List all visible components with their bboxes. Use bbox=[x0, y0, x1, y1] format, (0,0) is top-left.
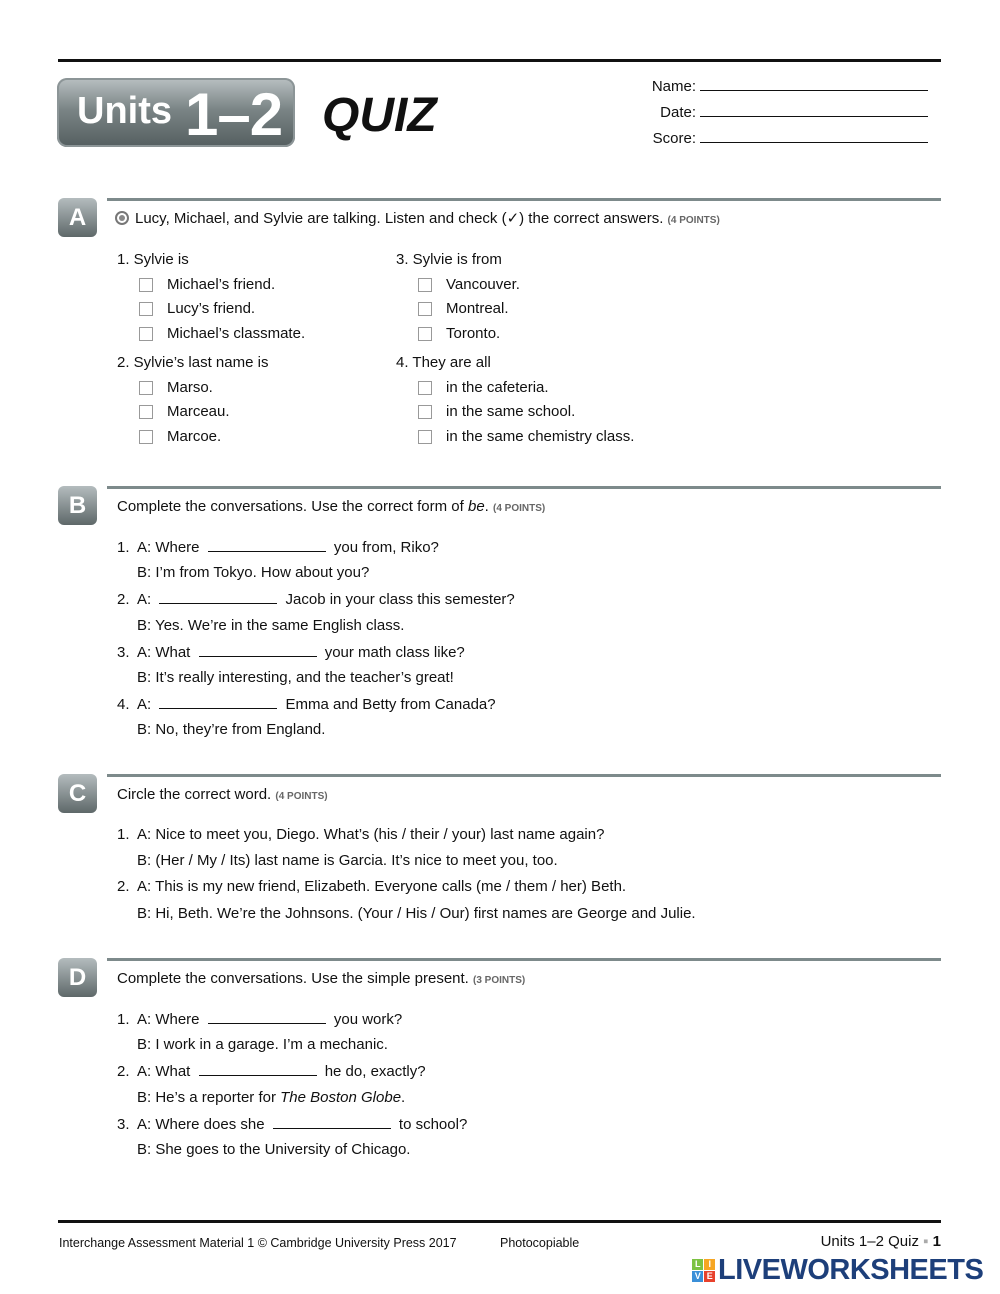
line-text: B: Hi, Beth. We’re the Johnsons. (Your / His / Our) first names are George and Julie. bbox=[137, 904, 696, 922]
question-stem: 1. Sylvie is bbox=[117, 251, 189, 268]
section-instruction bbox=[117, 970, 525, 990]
footer-rule bbox=[58, 1220, 941, 1223]
dialogue-line bbox=[117, 643, 465, 662]
answer-blank[interactable] bbox=[273, 1115, 391, 1129]
line-number: 3. bbox=[117, 643, 130, 661]
line-text: B: Yes. We’re in the same English class. bbox=[137, 616, 405, 634]
dialogue-line bbox=[117, 564, 369, 582]
line-text: B: I’m from Tokyo. How about you? bbox=[137, 564, 370, 582]
date-line[interactable] bbox=[700, 102, 928, 117]
copyright: Interchange Assessment Material 1 © Cambridge University Press 2017 bbox=[59, 1236, 457, 1250]
checkbox[interactable] bbox=[139, 381, 153, 395]
answer-option: Michael’s friend. bbox=[167, 275, 276, 293]
instruction-end: . bbox=[484, 498, 489, 515]
checkbox[interactable] bbox=[139, 302, 153, 316]
instruction-text: Lucy, Michael, and Sylvie are talking. Listen and check (✓) the correct answers. bbox=[135, 210, 664, 227]
checkbox[interactable] bbox=[418, 405, 432, 419]
answer-blank[interactable] bbox=[159, 695, 277, 709]
section-rule bbox=[107, 198, 941, 201]
answer-blank[interactable] bbox=[199, 643, 317, 657]
line-text: Emma and Betty from Canada? bbox=[281, 696, 496, 714]
answer-blank[interactable] bbox=[208, 538, 326, 552]
line-number: 1. bbox=[117, 826, 130, 843]
italic-text: The Boston Globe bbox=[280, 1088, 402, 1106]
answer-option: Marceau. bbox=[167, 403, 230, 420]
answer-option: Montreal. bbox=[446, 300, 509, 317]
line-text: your math class like? bbox=[320, 643, 465, 661]
dialogue-line bbox=[117, 721, 325, 739]
section-points: (4 POINTS) bbox=[493, 503, 546, 514]
checkbox[interactable] bbox=[418, 327, 432, 341]
section-instruction bbox=[115, 210, 720, 230]
answer-option: in the same school. bbox=[446, 403, 576, 420]
logo-text: LIVEWORKSHEETS bbox=[718, 1254, 984, 1286]
date-label: Date: bbox=[660, 104, 696, 121]
line-text: he do, exactly? bbox=[320, 1063, 426, 1081]
line-text: you work? bbox=[329, 1011, 403, 1028]
instruction-text: Complete the conversations. Use the simple present. bbox=[117, 970, 469, 987]
section-letter-c: C bbox=[58, 774, 97, 813]
instruction-text: Circle the correct word. bbox=[117, 786, 272, 803]
line-text: A: Where does she bbox=[137, 1115, 269, 1133]
line-text: to school? bbox=[394, 1115, 468, 1133]
line-text: A: Where bbox=[137, 539, 204, 556]
question-stem: 3. Sylvie is from bbox=[396, 251, 502, 268]
section-instruction bbox=[117, 786, 328, 806]
answer-option: Marso. bbox=[167, 378, 213, 396]
instruction-text: Complete the conversations. Use the correct form of bbox=[117, 498, 468, 515]
units-label: Units bbox=[77, 90, 172, 132]
score-label: Score: bbox=[652, 130, 696, 147]
line-text: B: She goes to the University of Chicago. bbox=[137, 1141, 411, 1158]
section-letter-d: D bbox=[58, 958, 97, 997]
line-text: A: Nice to meet you, Diego. What’s (his / their / your) last name again? bbox=[137, 826, 605, 843]
question-stem: 2. Sylvie’s last name is bbox=[117, 354, 269, 371]
checkbox[interactable] bbox=[139, 405, 153, 419]
line-text: you from, Riko? bbox=[329, 539, 439, 556]
dialogue-line bbox=[117, 1036, 388, 1054]
name-line[interactable] bbox=[700, 76, 928, 91]
dialogue-line bbox=[117, 1010, 402, 1029]
line-text: A: What bbox=[137, 643, 195, 661]
dialogue-line bbox=[117, 617, 404, 635]
dialogue-line bbox=[117, 590, 515, 609]
checkbox[interactable] bbox=[418, 278, 432, 292]
logo-icon bbox=[692, 1259, 715, 1282]
answer-blank[interactable] bbox=[199, 1062, 317, 1076]
dialogue-line bbox=[117, 1089, 405, 1107]
line-number: 1. bbox=[117, 1011, 130, 1028]
name-field[interactable] bbox=[652, 76, 928, 95]
logo-letter: L bbox=[692, 1259, 703, 1270]
line-number: 2. bbox=[117, 878, 130, 896]
question-stem: 4. They are all bbox=[396, 354, 491, 371]
quiz-title: QUIZ bbox=[322, 89, 437, 142]
section-rule bbox=[107, 958, 941, 961]
dialogue-line bbox=[117, 538, 439, 557]
checkbox[interactable] bbox=[139, 430, 153, 444]
dialogue-line bbox=[117, 695, 496, 714]
logo-letter: E bbox=[704, 1271, 715, 1282]
dialogue-line bbox=[117, 1115, 467, 1134]
line-number: 4. bbox=[117, 696, 130, 714]
answer-option: Marcoe. bbox=[167, 427, 222, 445]
line-text: . bbox=[401, 1088, 406, 1106]
section-points: (3 POINTS) bbox=[473, 975, 526, 986]
page-number: 1 bbox=[932, 1233, 941, 1250]
answer-blank[interactable] bbox=[159, 590, 277, 604]
answer-blank[interactable] bbox=[208, 1010, 326, 1024]
page-label: Units 1–2 Quiz ▪ 1 bbox=[820, 1233, 941, 1250]
dialogue-line bbox=[117, 1141, 410, 1159]
logo-letter: V bbox=[692, 1271, 703, 1282]
section-points: (4 POINTS) bbox=[667, 215, 720, 226]
line-text: B: No, they’re from England. bbox=[137, 721, 326, 739]
line-text: A: This is my new friend, Elizabeth. Everyone calls (me / them / her) Beth. bbox=[137, 878, 627, 896]
dialogue-line bbox=[117, 826, 604, 844]
answer-option: Michael’s classmate. bbox=[167, 324, 306, 342]
section-letter-b: B bbox=[58, 486, 97, 525]
checkbox[interactable] bbox=[139, 327, 153, 341]
name-label: Name: bbox=[651, 78, 696, 95]
section-rule bbox=[107, 774, 941, 777]
answer-option: Lucy’s friend. bbox=[167, 300, 256, 317]
page-label-text: Units 1–2 Quiz bbox=[820, 1233, 919, 1250]
photocopiable: Photocopiable bbox=[500, 1236, 580, 1250]
dialogue-line bbox=[117, 852, 558, 870]
line-text: A: What bbox=[137, 1063, 195, 1081]
dialogue-line bbox=[117, 669, 454, 687]
score-line[interactable] bbox=[700, 128, 928, 143]
line-text: B: (Her / My / Its) last name is Garcia. It’s nice to meet you, too. bbox=[137, 852, 558, 870]
section-letter-a: A bbox=[58, 198, 97, 237]
dialogue-line bbox=[117, 1062, 426, 1081]
line-number: 2. bbox=[117, 591, 130, 609]
dialogue-line bbox=[117, 878, 626, 896]
line-text: A: Where bbox=[137, 1011, 204, 1028]
checkbox[interactable] bbox=[418, 381, 432, 395]
checkbox[interactable] bbox=[418, 430, 432, 444]
logo-letter: I bbox=[704, 1259, 715, 1270]
instruction-italic: be bbox=[467, 498, 485, 515]
date-field[interactable] bbox=[660, 102, 928, 121]
checkbox[interactable] bbox=[139, 278, 153, 292]
line-text: Jacob in your class this semester? bbox=[281, 591, 515, 609]
line-text: A: bbox=[137, 591, 156, 609]
line-text: A: bbox=[137, 696, 156, 714]
score-field[interactable] bbox=[653, 128, 928, 147]
units-badge bbox=[57, 78, 295, 147]
audio-play-icon[interactable] bbox=[115, 211, 129, 225]
units-number: 1–2 bbox=[185, 81, 283, 148]
answer-option: in the same chemistry class. bbox=[446, 427, 635, 445]
line-text: B: It’s really interesting, and the teacher’s great! bbox=[137, 669, 454, 686]
section-rule bbox=[107, 486, 941, 489]
answer-option: in the cafeteria. bbox=[446, 378, 549, 396]
top-rule bbox=[58, 59, 941, 62]
section-instruction bbox=[117, 498, 545, 518]
line-text: B: I work in a garage. I’m a mechanic. bbox=[137, 1036, 388, 1054]
line-number: 3. bbox=[117, 1115, 130, 1133]
line-text: B: He’s a reporter for bbox=[137, 1088, 281, 1106]
answer-option: Toronto. bbox=[446, 324, 501, 342]
checkbox[interactable] bbox=[418, 302, 432, 316]
line-number: 1. bbox=[117, 539, 130, 556]
section-points: (4 POINTS) bbox=[275, 791, 328, 802]
dialogue-line bbox=[117, 905, 696, 923]
line-number: 2. bbox=[117, 1063, 130, 1081]
answer-option: Vancouver. bbox=[446, 275, 520, 293]
liveworksheets-logo bbox=[692, 1254, 983, 1287]
